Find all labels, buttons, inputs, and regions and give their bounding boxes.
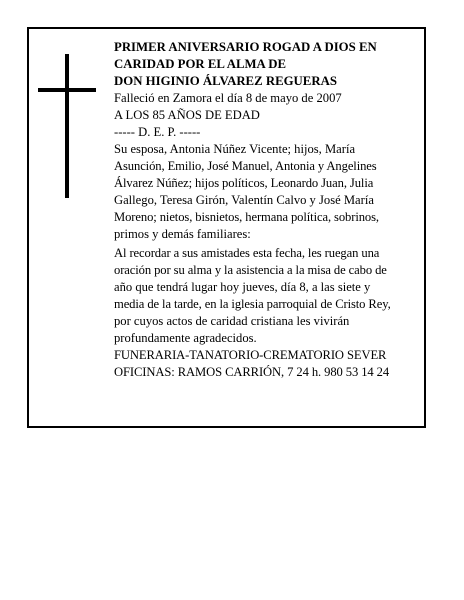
mass-line-2: oración por su alma y la asistencia a la misa de cabo de — [114, 263, 387, 277]
family-line-1: Su esposa, Antonia Núñez Vicente; hijos, María — [114, 142, 356, 156]
mass-paragraph — [114, 245, 420, 347]
latin-cross-icon — [38, 54, 96, 198]
family-line-4: Gallego, Teresa Girón, Valentín Calvo y José María — [114, 193, 374, 207]
funeral-home-line: FUNERARIA-TANATORIO-CREMATORIO SEVER — [114, 348, 387, 362]
obituary-text — [114, 39, 420, 381]
mass-line-1: Al recordar a sus amistades esta fecha, les ruegan una — [114, 246, 380, 260]
heading-line-3: DON HIGINIO ÁLVAREZ REGUERAS — [114, 74, 337, 88]
mass-line-4: media de la tarde, en la iglesia parroquial de Cristo Rey, — [114, 297, 391, 311]
cross-vertical-bar — [65, 54, 69, 198]
mass-line-6: profundamente agradecidos. — [114, 331, 257, 345]
family-line-2: Asunción, Emilio, José Manuel, Antonia y Angelines — [114, 159, 377, 173]
offices-line: OFICINAS: RAMOS CARRIÓN, 7 24 h. 980 53 14 24 — [114, 365, 390, 379]
family-paragraph — [114, 141, 420, 243]
age-line: A LOS 85 AÑOS DE EDAD — [114, 108, 260, 122]
death-line: Falleció en Zamora el día 8 de mayo de 2007 — [114, 91, 342, 105]
mass-line-5: por cuyos actos de caridad cristiana les vivirán — [114, 314, 350, 328]
family-line-5: Moreno; nietos, bisnietos, hermana política, sobrinos, — [114, 210, 379, 224]
rip-line: ----- D. E. P. ----- — [114, 125, 201, 139]
mass-line-3: año que tendrá lugar hoy jueves, día 8, a las siete y — [114, 280, 371, 294]
heading-line-2: CARIDAD POR EL ALMA DE — [114, 57, 287, 71]
family-line-3: Álvarez Núñez; hijos políticos, Leonardo Juan, Julia — [114, 176, 374, 190]
family-line-6: primos y demás familiares: — [114, 227, 251, 241]
heading-line-1: PRIMER ANIVERSARIO ROGAD A DIOS EN — [114, 40, 377, 54]
cross-horizontal-bar — [38, 88, 96, 92]
